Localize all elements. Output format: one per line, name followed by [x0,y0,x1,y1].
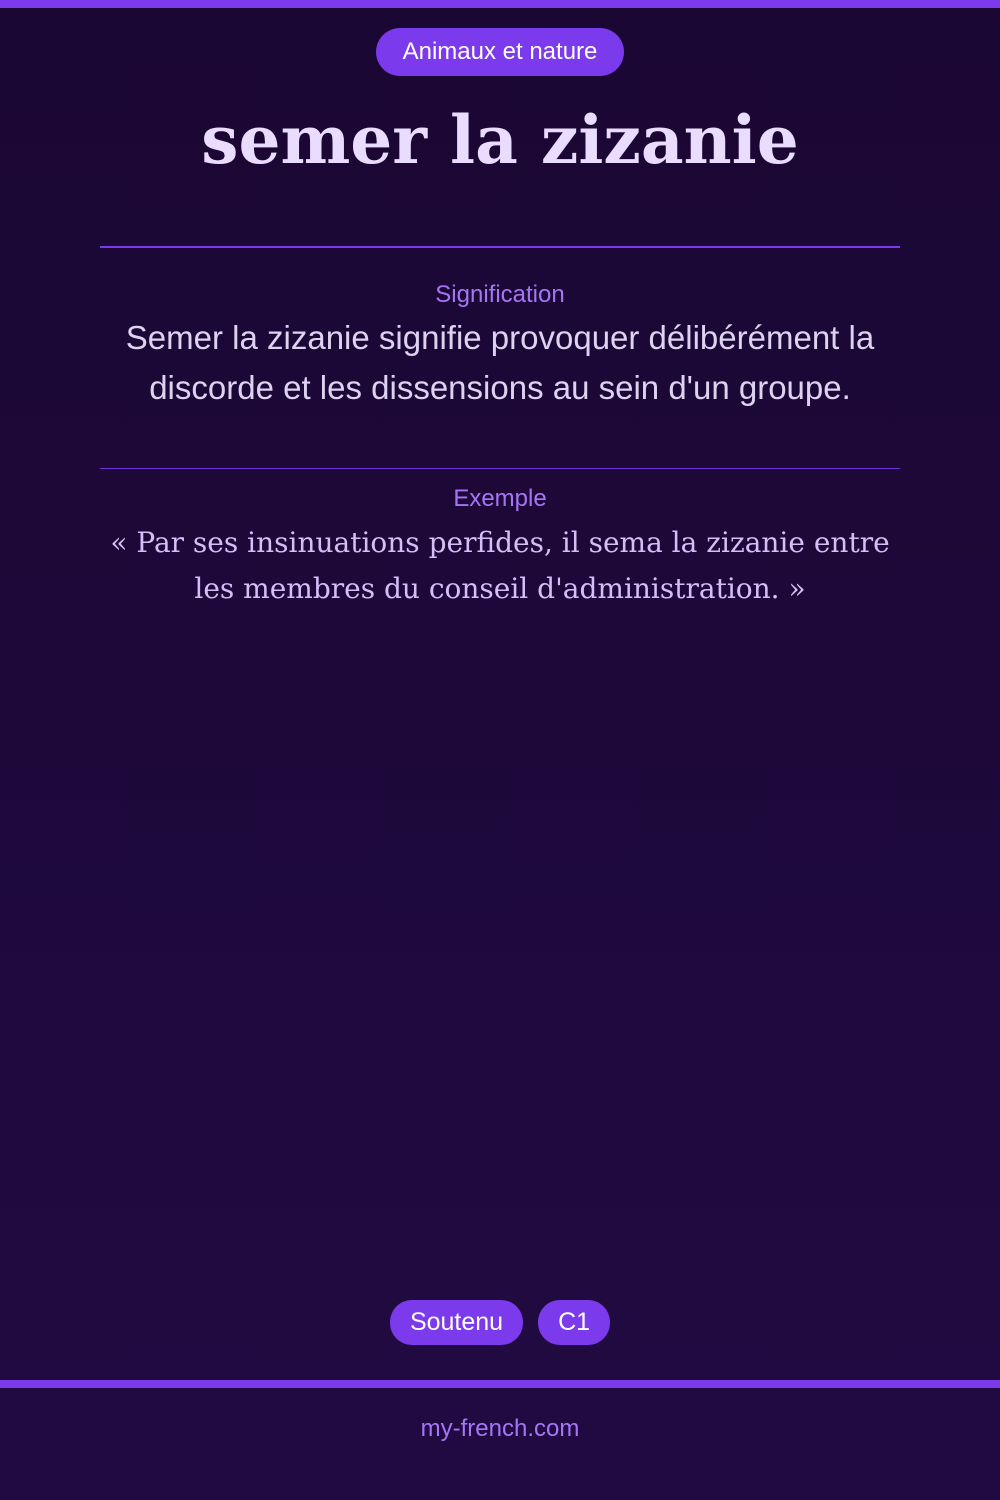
expression-title: semer la zizanie [201,101,799,179]
top-accent-bar [0,0,1000,8]
example-label: Exemple [453,485,547,512]
example-text: « Par ses insinuations perfides, il sema la zizanie entre les membres du conseil d'administration. » [110,526,890,605]
tag-list [0,1300,1000,1345]
register-tag: Soutenu [390,1300,523,1345]
meaning-label: Signification [435,281,565,308]
meaning-text: Semer la zizanie signifie provoquer délibérément la discorde et les dissensions au sein d'un groupe. [125,319,875,406]
site-footer: my-french.com [420,1415,580,1442]
category-badge: Animaux et nature [376,28,624,76]
bottom-accent-bar [0,1380,1000,1388]
level-tag: C1 [538,1300,610,1345]
divider [100,468,900,469]
divider [100,246,900,248]
